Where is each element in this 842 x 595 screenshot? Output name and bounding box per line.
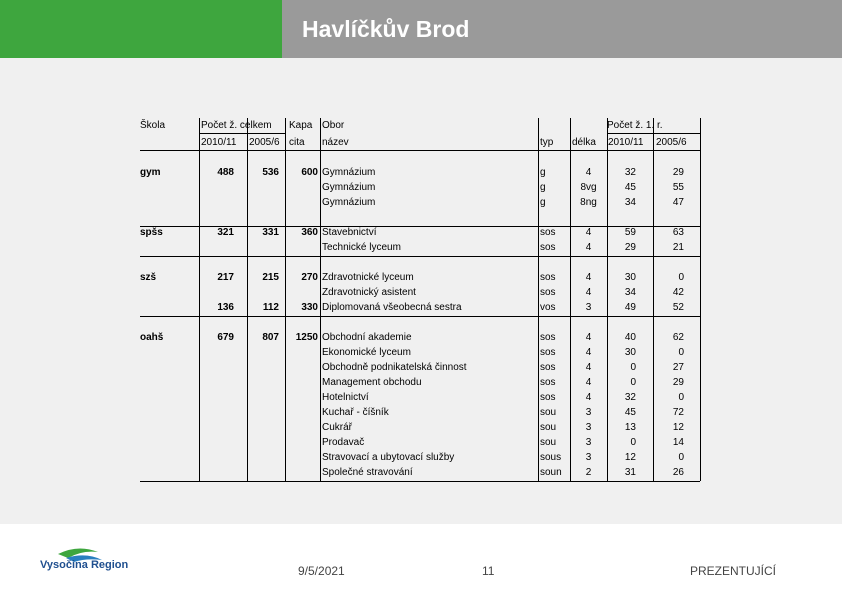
field-length: 3 <box>585 422 592 433</box>
header-year-2010b: 2010/11 <box>608 137 644 148</box>
enrolled-2010: 29 <box>624 242 636 253</box>
slide-title: Havlíčkův Brod <box>302 16 470 42</box>
count-2010: 488 <box>217 167 234 178</box>
enrolled-2005: 0 <box>678 392 684 403</box>
school-name: szš <box>140 272 157 283</box>
header-cita: cita <box>289 137 305 148</box>
grid-line <box>199 133 285 134</box>
enrolled-2010: 34 <box>624 197 636 208</box>
field-length: 8vg <box>580 182 597 193</box>
field-name: Cukrář <box>322 422 353 433</box>
field-length: 4 <box>585 392 592 403</box>
field-type: sos <box>540 362 556 373</box>
enrolled-2010: 40 <box>624 332 636 343</box>
field-type: sou <box>540 407 557 418</box>
enrolled-2010: 45 <box>624 407 636 418</box>
field-length: 3 <box>585 407 592 418</box>
enrolled-2010: 0 <box>630 377 636 388</box>
field-name: Stavebnictví <box>322 227 377 238</box>
field-type: g <box>540 197 546 208</box>
field-type: sous <box>540 452 562 463</box>
enrolled-2005: 42 <box>672 287 684 298</box>
enrolled-2005: 52 <box>672 302 684 313</box>
capacity: 270 <box>301 272 318 283</box>
footer-label: PREZENTUJÍCÍ <box>690 564 777 578</box>
field-name: Technické lyceum <box>322 242 401 253</box>
header-kapa: Kapa <box>289 120 313 131</box>
count-2005: 536 <box>262 167 279 178</box>
field-type: sos <box>540 242 556 253</box>
header-year-2005b: 2005/6 <box>656 137 687 148</box>
field-type: sou <box>540 437 557 448</box>
footer-date: 9/5/2021 <box>298 564 345 578</box>
enrolled-2005: 26 <box>672 467 684 478</box>
grid-line <box>607 118 608 481</box>
enrolled-2005: 55 <box>672 182 684 193</box>
school-name: spšs <box>140 227 163 238</box>
field-name: Prodavač <box>322 437 365 448</box>
count-2005: 807 <box>262 332 279 343</box>
enrolled-2010: 30 <box>624 272 636 283</box>
header-pocet: Počet ž. celkem <box>201 120 272 131</box>
field-name: Stravovací a ubytovací služby <box>322 452 455 463</box>
count-2010: 321 <box>217 227 234 238</box>
field-type: sos <box>540 347 556 358</box>
field-type: sou <box>540 422 557 433</box>
field-type: sos <box>540 227 556 238</box>
field-length: 3 <box>585 452 592 463</box>
enrolled-2005: 14 <box>672 437 684 448</box>
field-type: g <box>540 182 546 193</box>
field-name: Zdravotnický asistent <box>322 287 416 298</box>
field-length: 4 <box>585 227 592 238</box>
school-name: gym <box>140 167 161 178</box>
enrolled-2005: 63 <box>672 227 684 238</box>
grid-line <box>285 118 286 481</box>
logo-text: Vysočina Region <box>40 559 129 571</box>
grid-line <box>653 118 654 481</box>
grid-line <box>140 481 700 482</box>
enrolled-2005: 0 <box>678 272 684 283</box>
grid-line <box>140 150 700 151</box>
page-number: 11 <box>482 564 495 578</box>
field-type: sos <box>540 332 556 343</box>
grid-line <box>700 118 701 481</box>
enrolled-2010: 49 <box>624 302 636 313</box>
field-length: 3 <box>585 302 592 313</box>
field-length: 4 <box>585 242 592 253</box>
grid-line <box>199 118 200 481</box>
field-length: 4 <box>585 332 592 343</box>
enrolled-2005: 47 <box>672 197 684 208</box>
enrolled-2005: 12 <box>672 422 684 433</box>
grid-line <box>247 118 248 481</box>
field-length: 8ng <box>580 197 597 208</box>
enrolled-2005: 72 <box>672 407 684 418</box>
enrolled-2005: 0 <box>678 347 684 358</box>
enrolled-2005: 21 <box>672 242 684 253</box>
header-pocet-1r: Počet ž. 1. r. <box>607 120 663 131</box>
enrolled-2010: 13 <box>624 422 636 433</box>
field-name: Ekonomické lyceum <box>322 347 411 358</box>
enrolled-2010: 0 <box>630 437 636 448</box>
enrolled-2010: 12 <box>624 452 636 463</box>
field-length: 2 <box>585 467 592 478</box>
header-skola: Škola <box>140 120 166 131</box>
enrolled-2005: 29 <box>672 377 684 388</box>
field-type: vos <box>540 302 556 313</box>
grid-line <box>538 118 539 481</box>
field-length: 4 <box>585 362 592 373</box>
capacity: 1250 <box>295 332 318 343</box>
field-name: Management obchodu <box>322 377 422 388</box>
grid-line <box>570 118 571 481</box>
field-length: 4 <box>585 377 592 388</box>
header-accent <box>0 0 282 58</box>
field-type: g <box>540 167 546 178</box>
count-2010: 679 <box>217 332 234 343</box>
field-name: Gymnázium <box>322 197 376 208</box>
capacity: 330 <box>301 302 318 313</box>
field-name: Gymnázium <box>322 182 376 193</box>
field-type: soun <box>540 467 562 478</box>
enrolled-2005: 62 <box>672 332 684 343</box>
field-length: 3 <box>585 437 592 448</box>
enrolled-2010: 45 <box>624 182 636 193</box>
field-length: 4 <box>585 287 592 298</box>
footer <box>0 524 842 595</box>
header-typ: typ <box>540 137 554 148</box>
header-year-2005: 2005/6 <box>249 137 280 148</box>
enrolled-2010: 0 <box>630 362 636 373</box>
enrolled-2010: 34 <box>624 287 636 298</box>
enrolled-2010: 31 <box>624 467 636 478</box>
grid-line <box>607 133 700 134</box>
field-name: Obchodně podnikatelská činnost <box>322 362 467 373</box>
enrolled-2010: 32 <box>624 167 636 178</box>
count-2005: 215 <box>262 272 279 283</box>
field-length: 4 <box>585 167 592 178</box>
capacity: 600 <box>301 167 318 178</box>
field-type: sos <box>540 392 556 403</box>
enrolled-2005: 27 <box>672 362 684 373</box>
field-name: Zdravotnické lyceum <box>322 272 414 283</box>
field-type: sos <box>540 272 556 283</box>
field-name: Společné stravování <box>322 467 413 478</box>
enrolled-2005: 0 <box>678 452 684 463</box>
field-name: Kuchař - číšník <box>322 407 389 418</box>
grid-line <box>140 316 700 317</box>
header-nazev: název <box>322 137 349 148</box>
field-length: 4 <box>585 272 592 283</box>
field-type: sos <box>540 287 556 298</box>
field-name: Diplomovaná všeobecná sestra <box>322 302 462 313</box>
grid-line <box>140 256 700 257</box>
count-2010: 217 <box>217 272 234 283</box>
school-name: oahš <box>140 332 164 343</box>
header-obor: Obor <box>322 120 345 131</box>
enrolled-2010: 59 <box>624 227 636 238</box>
field-name: Gymnázium <box>322 167 376 178</box>
field-length: 4 <box>585 347 592 358</box>
header-bar <box>0 0 842 58</box>
header-delka: délka <box>572 137 596 148</box>
enrolled-2010: 32 <box>624 392 636 403</box>
header-year-2010: 2010/11 <box>201 137 237 148</box>
field-name: Obchodní akademie <box>322 332 412 343</box>
count-2010: 136 <box>217 302 234 313</box>
enrolled-2010: 30 <box>624 347 636 358</box>
count-2005: 331 <box>262 227 279 238</box>
count-2005: 112 <box>262 302 279 313</box>
field-type: sos <box>540 377 556 388</box>
enrolled-2005: 29 <box>672 167 684 178</box>
grid-line <box>320 118 321 481</box>
field-name: Hotelnictví <box>322 392 369 403</box>
capacity: 360 <box>301 227 318 238</box>
